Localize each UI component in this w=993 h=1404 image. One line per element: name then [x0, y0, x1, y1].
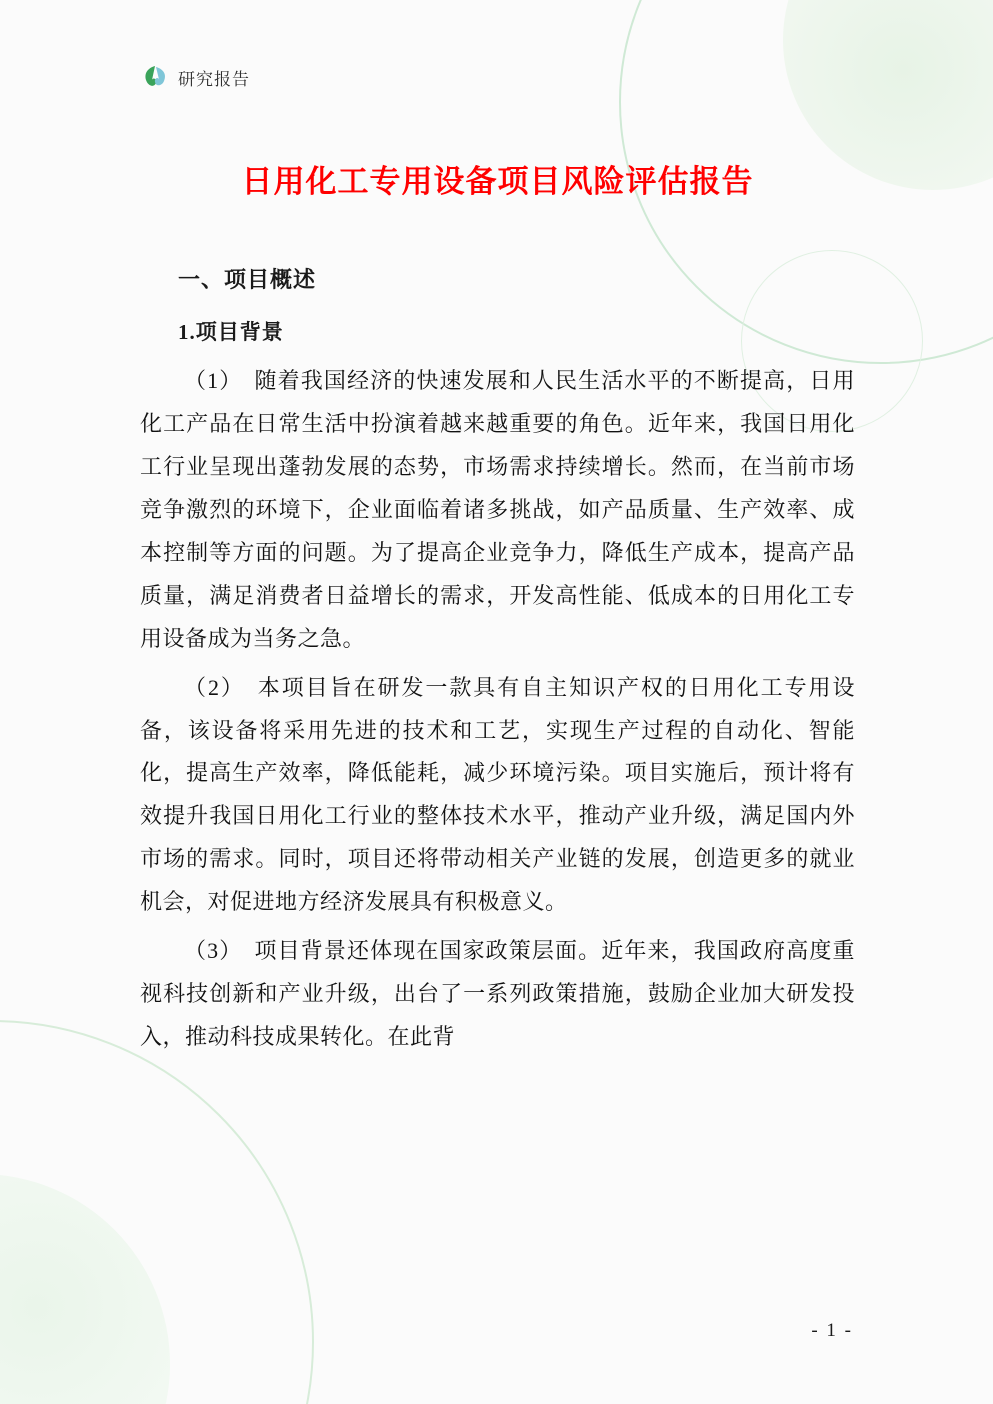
document-header [140, 62, 250, 92]
decorative-circle-bottom-left [0, 1020, 314, 1404]
page-number: - 1 - [811, 1320, 853, 1341]
paragraph-3: （3） 项目背景还体现在国家政策层面。近年来，我国政府高度重视科技创新和产业升级，出台了一系列政策措施，鼓励企业加大研发投入，推动科技成果转化。在此背 [140, 937, 855, 1049]
page-title: 日用化工专用设备项目风险评估报告 [241, 164, 754, 199]
leaf-logo-icon [140, 62, 170, 92]
paragraph-2: （2） 本项目旨在研发一款具有自主知识产权的日用化工专用设备，该设备将采用先进的技术和工艺，实现生产过程的自动化、智能化，提高生产效率，降低能耗，减少环境污染。项目实施后，预计将有效提升我国日用化工行业的整体技术水平，推动产业升级，满足国内外市场的需求。同时，项目还将带动相关产业链的发展，创造更多的就业机会，对促进地方经济发展具有积极意义。 [140, 674, 855, 915]
logo-label: 研究报告 [178, 69, 250, 89]
paragraph-1: （1） 随着我国经济的快速发展和人民生活水平的不断提高，日用化工产品在日常生活中扮演着越来越重要的角色。近年来，我国日用化工行业呈现出蓬勃发展的态势，市场需求持续增长。然而，在当前市场竞争激烈的环境下，企业面临着诸多挑战，如产品质量、生产效率、成本控制等方面的问题。为了提高企业竞争力，降低生产成本，提高产品质量，满足消费者日益增长的需求，开发高性能、低成本的日用化工专用设备成为当务之急。 [140, 368, 855, 651]
section-heading: 一、项目概述 [178, 267, 317, 293]
document-body [140, 160, 855, 1065]
sub-heading: 1.项目背景 [178, 320, 284, 345]
decorative-blob-bottom-left [0, 1174, 170, 1404]
